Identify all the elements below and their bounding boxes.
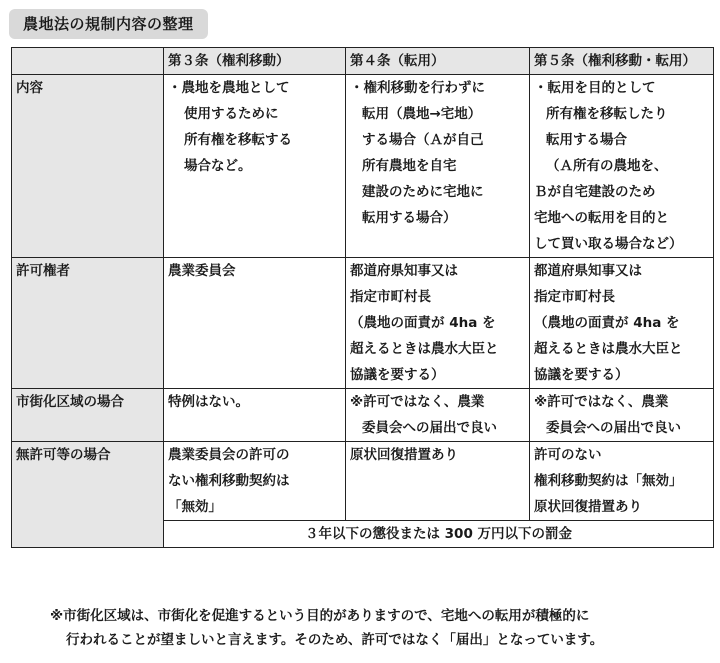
- text-line: 建設のために宅地に: [362, 184, 484, 200]
- row-content: [12, 75, 714, 258]
- text-line: 指定市町村長: [534, 289, 615, 305]
- text-line: 協議を要する）: [350, 367, 445, 383]
- cell-unpermitted-art5: [530, 442, 714, 521]
- text-line: 場合など。: [184, 158, 252, 174]
- text-line: 原状回復措置あり: [350, 447, 458, 463]
- text-line: （農地の面責が 4ha を: [534, 315, 680, 331]
- text-line: 農業委員会の許可の: [168, 447, 290, 463]
- text-line: 許可のない: [534, 447, 602, 463]
- cell-unpermitted-art3: [164, 442, 346, 521]
- regulation-table: [11, 47, 714, 548]
- text-line: 宅地への転用を目的と: [534, 210, 669, 226]
- text-line: 都道府県知事又は: [534, 263, 642, 279]
- text-line: ・農地を農地として: [168, 80, 290, 96]
- table-header-row: [12, 48, 714, 75]
- cell-content-art3: [164, 75, 346, 258]
- text-line: 協議を要する）: [534, 367, 629, 383]
- text-line: 農業委員会: [168, 263, 236, 279]
- row-urbanization-area: [12, 389, 714, 442]
- cell-authority-art4: [346, 258, 530, 389]
- cell-unpermitted-art4: [346, 442, 530, 521]
- header-article-4: 第４条（転用）: [346, 48, 530, 75]
- row-label-content: 内容: [12, 75, 164, 258]
- header-article-5: 第５条（権利移動・転用）: [530, 48, 714, 75]
- text-line: 所有農地を自宅: [362, 158, 457, 174]
- text-line: Ｂが自宅建設のため: [534, 184, 656, 200]
- text-line: 転用する場合）: [362, 210, 457, 226]
- text-line: ・権利移動を行わずに: [350, 80, 485, 96]
- cell-content-art4: [346, 75, 530, 258]
- text-line: 所有権を移転する: [184, 132, 292, 148]
- cell-authority-art5: [530, 258, 714, 389]
- text-line: 指定市町村長: [350, 289, 431, 305]
- page-title: 農地法の規制内容の整理: [9, 9, 208, 39]
- text-line: 超えるときは農水大臣と: [534, 341, 683, 357]
- penalty-cell: ３年以下の懲役または 300 万円以下の罰金: [164, 521, 714, 548]
- text-line: ※許可ではなく、農業: [350, 394, 485, 410]
- footnote-line-2: 行われることが望ましいと言えます。そのため、許可ではなく「届出」となっています。: [66, 632, 604, 648]
- header-corner: [12, 48, 164, 75]
- text-line: 超えるときは農水大臣と: [350, 341, 499, 357]
- footnote: [0, 604, 720, 652]
- text-line: 所有権を移転したり: [546, 106, 668, 122]
- text-line: 転用する場合: [546, 132, 627, 148]
- text-line: ・転用を目的として: [534, 80, 656, 96]
- cell-content-art5: [530, 75, 714, 258]
- text-line: 使用するために: [184, 106, 279, 122]
- cell-urbanization-art5: [530, 389, 714, 442]
- text-line: 権利移動契約は「無効」: [534, 473, 683, 489]
- row-unpermitted: [12, 442, 714, 521]
- row-label-urbanization-area: 市街化区域の場合: [12, 389, 164, 442]
- text-line: する場合（Ａが自己: [362, 132, 484, 148]
- footnote-line-1: ※市街化区域は、市街化を促進するという目的がありますので、宅地への転用が積極的に: [50, 608, 590, 624]
- row-label-authority: 許可権者: [12, 258, 164, 389]
- text-line: 原状回復措置あり: [534, 499, 642, 515]
- text-line: 「無効」: [168, 499, 222, 515]
- header-article-3: 第３条（権利移動）: [164, 48, 346, 75]
- text-line: 特例はない。: [168, 394, 249, 410]
- row-label-unpermitted: 無許可等の場合: [12, 442, 164, 548]
- cell-authority-art3: [164, 258, 346, 389]
- text-line: ない権利移動契約は: [168, 473, 290, 489]
- text-line: 転用（農地→宅地）: [362, 106, 482, 122]
- text-line: （Ａ所有の農地を、: [546, 158, 668, 174]
- row-authority: [12, 258, 714, 389]
- text-line: ※許可ではなく、農業: [534, 394, 669, 410]
- text-line: （農地の面責が 4ha を: [350, 315, 496, 331]
- cell-urbanization-art4: [346, 389, 530, 442]
- text-line: 都道府県知事又は: [350, 263, 458, 279]
- cell-urbanization-art3: [164, 389, 346, 442]
- text-line: 委員会への届出で良い: [546, 420, 681, 436]
- text-line: 委員会への届出で良い: [362, 420, 497, 436]
- text-line: して買い取る場合など）: [534, 236, 683, 252]
